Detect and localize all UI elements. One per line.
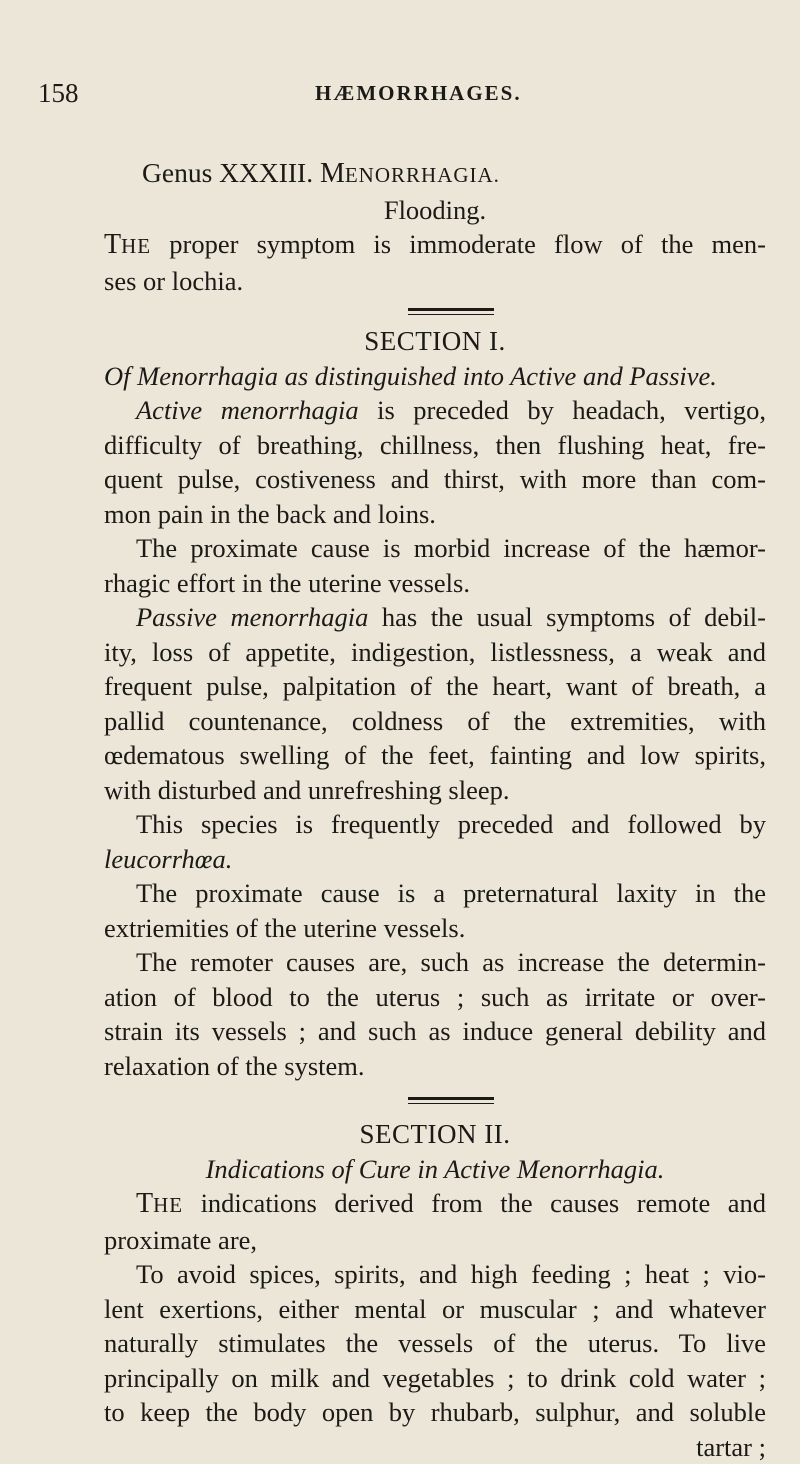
paragraph-line: ation of blood to the uterus ; such as irritate or over- (104, 980, 766, 1015)
definition-smallcaps: HE (121, 234, 151, 258)
paragraph-line: rhagic effort in the uterine vessels. (104, 566, 766, 601)
catchword: tartar ; (104, 1430, 766, 1464)
paragraph-line: mon pain in the back and loins. (104, 497, 766, 532)
italic-term: Active menorrhagia (136, 395, 359, 425)
section-divider (104, 298, 766, 324)
definition-line-1-text: proper symptom is immoderate flow of the men- (151, 229, 766, 259)
paragraph-line: frequent pulse, palpitation of the heart, want of breath, a (104, 669, 766, 704)
paragraph-line: with disturbed and unrefreshing sleep. (104, 773, 766, 808)
page-header (0, 78, 800, 112)
genus-name-initial: M (320, 158, 345, 189)
definition-line-2: ses or lochia. (104, 264, 766, 299)
paragraph-text: indications derived from the causes remote and (183, 1188, 766, 1218)
paragraph-line: This species is frequently preceded and followed by (104, 807, 766, 842)
page-body (104, 156, 766, 1464)
paragraph-line: to keep the body open by rhubarb, sulphur, and soluble (104, 1395, 766, 1430)
paragraph-line: lent exertions, either mental or muscular ; and whatever (104, 1292, 766, 1327)
paragraph-line (104, 1186, 766, 1223)
paragraph-line: proximate are, (104, 1223, 766, 1258)
paragraph-line: difficulty of breathing, chillness, then flushing heat, fre- (104, 428, 766, 463)
paragraph-line: quent pulse, costiveness and thirst, with more than com- (104, 462, 766, 497)
definition-initial: T (104, 229, 121, 260)
italic-term: Passive menorrhagia (136, 602, 368, 632)
paragraph-line: To avoid spices, spirits, and high feeding ; heat ; vio- (104, 1257, 766, 1292)
paragraph-line: extriemities of the uterine vessels. (104, 911, 766, 946)
paragraph-line (104, 600, 766, 635)
paragraph-line: relaxation of the system. (104, 1049, 766, 1084)
paragraph-line: principally on milk and vegetables ; to drink cold water ; (104, 1361, 766, 1396)
paragraph-text: has the usual symptoms of debil- (368, 602, 766, 632)
section-2-title: Indications of Cure in Active Menorrhagia. (104, 1152, 766, 1187)
page-number: 158 (38, 78, 79, 109)
running-head: HÆMORRHAGES. (315, 81, 522, 106)
paragraph-line: naturally stimulates the vessels of the uterus. To live (104, 1326, 766, 1361)
paragraph-line: The remoter causes are, such as increase the determin- (104, 945, 766, 980)
section-2-heading: SECTION II. (104, 1117, 766, 1152)
section-1-heading: SECTION I. (104, 324, 766, 359)
section-divider (104, 1087, 766, 1113)
paragraph-line: œdematous swelling of the feet, fainting and low spirits, (104, 738, 766, 773)
genus-subtitle: Flooding. (104, 193, 766, 228)
paragraph-text: is preceded by headach, vertigo, (359, 395, 766, 425)
paragraph-line: The proximate cause is morbid increase of the hæmor- (104, 531, 766, 566)
paragraph-line (104, 393, 766, 428)
drop-initial: T (136, 1188, 153, 1219)
genus-name-rest: ENORRHAGIA. (345, 163, 500, 187)
paragraph-line: The proximate cause is a preternatural laxity in the (104, 876, 766, 911)
paragraph-line: pallid countenance, coldness of the extremities, with (104, 704, 766, 739)
paragraph-line: leucorrhœa. (104, 842, 766, 877)
section-1-title: Of Menorrhagia as distinguished into Active and Passive. (104, 359, 766, 394)
genus-label: Genus XXXIII. (142, 157, 313, 188)
smallcaps-text: HE (153, 1193, 183, 1217)
genus-heading (104, 156, 766, 193)
definition-line-1 (104, 227, 766, 264)
paragraph-line: strain its vessels ; and such as induce general debility and (104, 1014, 766, 1049)
paragraph-line: ity, loss of appetite, indigestion, listlessness, a weak and (104, 635, 766, 670)
